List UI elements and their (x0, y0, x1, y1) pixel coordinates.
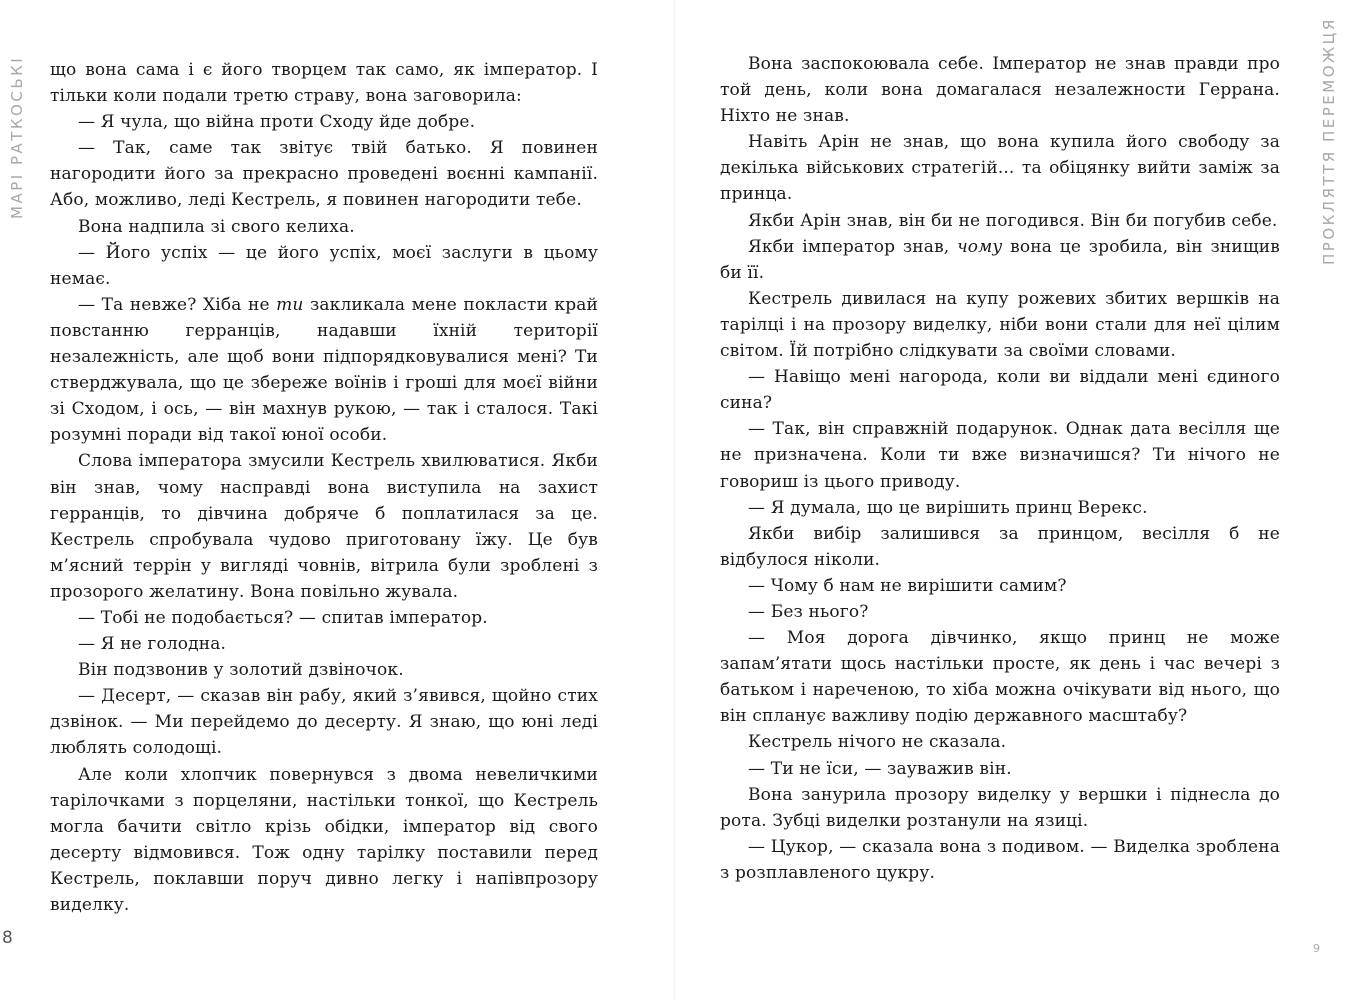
paragraph: Кестрель нічого не сказала. (748, 732, 1007, 753)
paragraph: Вона заспокоювала себе. Імператор не знав правди про той день, коли вона домагалася незалежности Геррана. Ніхто не знав. (720, 54, 1280, 127)
paragraph: — Чому б нам не вирішити самим? (748, 575, 1067, 596)
paragraph: — Я чула, що війна проти Сходу йде добре. (78, 112, 476, 133)
paragraph: Якби Арін знав, він би не погодився. Він би погубив себе. (748, 210, 1278, 231)
paragraph: — Без нього? (748, 601, 869, 622)
paragraph: Слова імператора змусили Кестрель хвилюватися. Якби він знав, чому насправді вона виступила на захист герранців, то дівчина добряче б поплатилася за це. Кестрель спробувала чудово приготовану їжу. Це був м’ясний террін у вигляді човнів, вітрила були зроблені з прозорого желатину. Вона повільно жувала. (50, 451, 598, 602)
paragraph: — Та невже? Хіба не ти закликала мене покласти край повстанню герранців, надавши їхній території незалежність, але щоб вони підпорядковувалися мені? Ти стверджувала, що це збереже воїнів і гроші для моєї війни зі Сходом, і ось, — він махнув рукою, — так і сталося. Такі розумні поради від такої юної особи. (50, 294, 598, 446)
title-running-head-wrap (1320, 17, 1340, 270)
right-page-text (720, 51, 1280, 886)
paragraph: Кестрель дивилася на купу рожевих збитих вершків на тарілці і на прозору виделку, ніби вони стали для неї цілим світом. Їй потрібно слідкувати за своїми словами. (720, 288, 1280, 362)
paragraph: Він подзвонив у золотий дзвіночок. (78, 660, 404, 681)
paragraph: Якби імператор знав, чому вона це зробила, він знищив би її. (720, 236, 1280, 283)
author-running-head: МАРІ РАТКОСЬКІ (8, 55, 26, 219)
paragraph: — Я не голодна. (78, 634, 227, 655)
left-page-text (50, 57, 598, 918)
paragraph: — Десерт, — сказав він рабу, який з’явився, щойно стих дзвінок. — Ми перейдемо до десерту. Я знаю, що юні леді люблять солодощі. (50, 686, 598, 759)
paragraph: Навіть Арін не знав, що вона купила його свободу за декілька військових стратегій... та обіцянку вийти заміж за принца. (720, 132, 1280, 205)
paragraph: — Його успіх — це його успіх, моєї заслуги в цьому немає. (50, 242, 598, 289)
paragraph: — Тобі не подобається? — спитав імператор. (78, 607, 488, 628)
paragraph: Але коли хлопчик повернувся з двома невеличкими тарілочками з порцеляни, настільки тонкої, що Кестрель могла бачити світло крізь обідки, імператор від свого десерту відмовився. Тож одну тарілку поставили перед Кестрель, поклавши поруч дивно легку і напівпрозору виделку. (50, 764, 598, 915)
paragraph: — Ти не їси, — зауважив він. (748, 758, 1012, 779)
paragraph: що вона сама і є його творцем так само, як імператор. І тільки коли подали третю страву, вона заговорила: (50, 60, 598, 107)
paragraph: — Я думала, що це вирішить принц Верекс. (748, 497, 1148, 518)
emphasis: ти (276, 294, 304, 315)
paragraph: — Моя дорога дівчинко, якщо принц не може запам’ятати щось настільки просте, як день і час вечері з батьком і нареченою, то хіба можна очікувати від нього, що він спланує важливу подію державного масштабу? (720, 628, 1280, 727)
paragraph: Якби вибір залишився за принцом, весілля б не відбулося ніколи. (720, 523, 1280, 570)
paragraph: — Так, він справжній подарунок. Однак дата весілля ще не призначена. Коли ти вже визначишся? Ти нічого не говориш із цього приводу. (720, 419, 1280, 492)
page-number: 8 (2, 928, 13, 948)
page-number: 9 (1313, 942, 1320, 955)
title-running-head: ПРОКЛЯТТЯ ПЕРЕМОЖЦЯ (1320, 17, 1338, 265)
paragraph: Вона надпила зі свого келиха. (78, 216, 355, 237)
paragraph: — Цукор, — сказала вона з подивом. — Виделка зроблена з розплавленого цукру. (720, 836, 1280, 883)
right-page (675, 0, 1350, 1000)
paragraph: Вона занурила прозору виделку у вершки і піднесла до рота. Зубці виделки розтанули на язиці. (720, 784, 1280, 831)
paragraph: — Навіщо мені нагорода, коли ви віддали мені єдиного сина? (720, 367, 1280, 414)
emphasis: чому (957, 236, 1003, 257)
paragraph: — Так, саме так звітує твій батько. Я повинен нагородити його за прекрасно проведені воєнні кампанії. Або, можливо, леді Кестрель, я повинен нагородити тебе. (50, 138, 598, 211)
